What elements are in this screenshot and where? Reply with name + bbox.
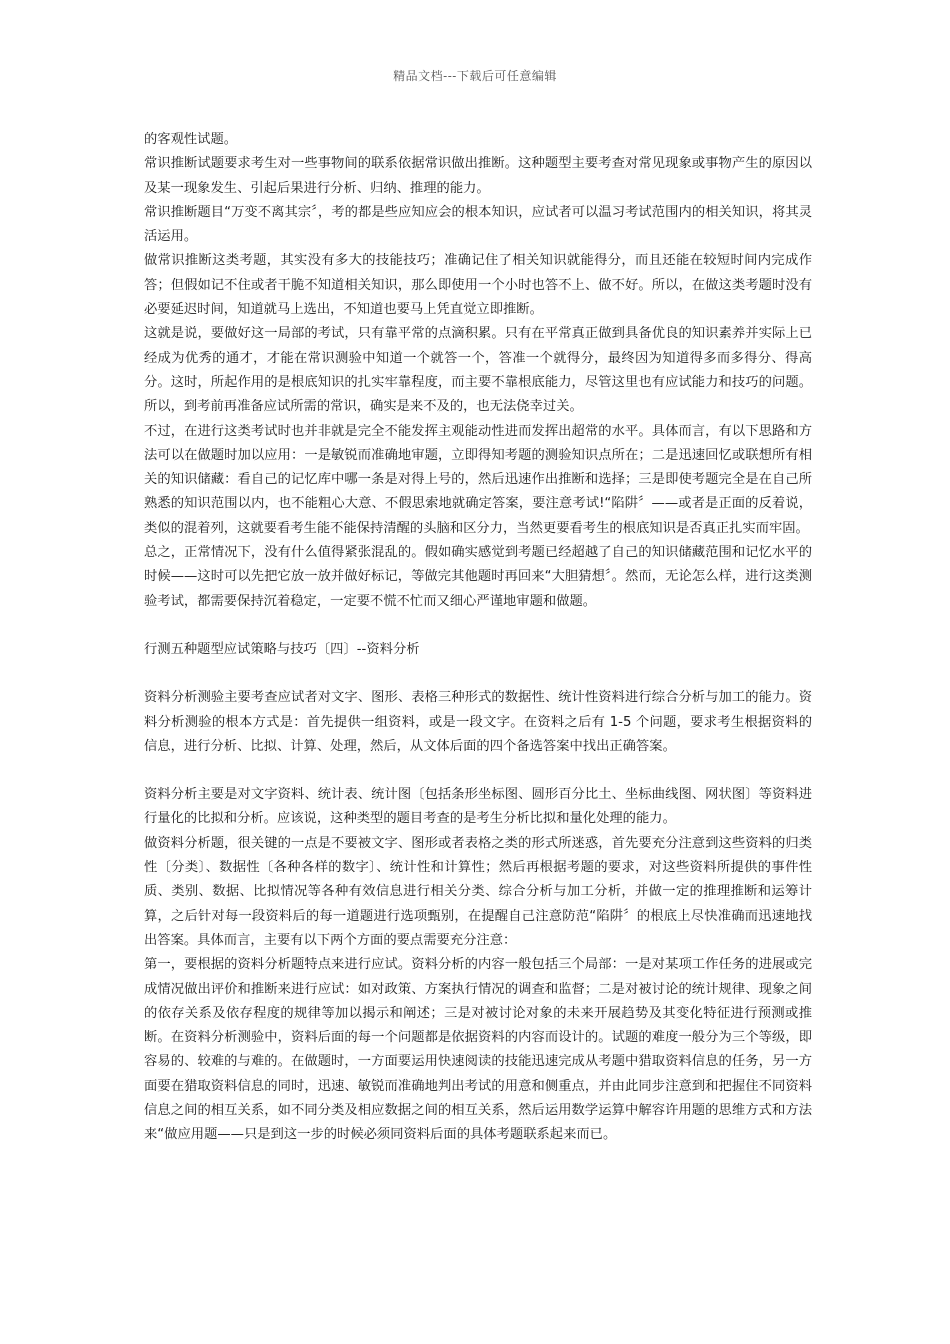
paragraph: 总之，正常情况下，没有什么值得紧张混乱的。假如确实感觉到考题已经超越了自己的知识储藏范围和记忆水平的时候——这时可以先把它放一放并做好标记，等做完其他题时再回来“大胆猜想〞。然而，无论怎么样，进行这类测验考试，都需要保持沉着稳定，一定要不慌不忙而又细心严谨地审题和做题。 xyxy=(144,545,812,609)
paragraph: 第一，要根据的资料分析题特点来进行应试。资料分析的内容一般包括三个局部：一是对某项工作任务的进展或完成情况做出评价和推断来进行应试：如对政策、方案执行情况的调查和监督；二是对被讨论的统计规律、现象之间的依存关系及依存程度的规律等加以揭示和阐述；三是对被讨论对象的未来开展趋势及其变化特征进行预测或推断。在资料分析测验中，资料后面的每一个问题都是依据资料的内容而设计的。试题的难度一般分为三个等级，即容易的、较难的与难的。在做题时，一方面要运用快速阅读的技能迅速完成从考题中猎取资料信息的任务，另一方面要在猎取资料信息的同时，迅速、敏锐而准确地判出考试的用意和侧重点，并由此同步注意到和把握住不同资料信息之间的相互关系，如不同分类及相应数据之间的相互关系，然后运用数学运算中解容许用题的思维方式和方法来“做应用题——只是到这一步的时候必须同资料后面的具体考题联系起来而已。 xyxy=(144,957,812,1143)
spacer xyxy=(144,614,812,638)
section-title: 行测五种题型应试策略与技巧〔四〕--资料分析 xyxy=(144,641,420,657)
paragraph: 资料分析测验主要考查应试者对文字、图形、表格三种形式的数据性、统计性资料进行综合分析与加工的能力。资料分析测验的根本方式是：首先提供一组资料，或是一段文字。在资料之后有 1-5 个问题，要求考生根据资料的信息，进行分析、比拟、计算、处理，然后，从文体后面的四个备选答案中找出正确答案。 xyxy=(144,690,812,754)
paragraph: 资料分析主要是对文字资料、统计表、统计图〔包括条形坐标图、圆形百分比土、坐标曲线图、网状图〕等资料进行量化的比拟和分析。应该说，这种类型的题目考查的是考生分析比拟和量化处理的能力。 xyxy=(144,787,812,827)
spacer xyxy=(144,662,812,686)
document-body xyxy=(144,128,812,1148)
spacer xyxy=(144,759,812,783)
paragraph: 常识推断题目“万变不离其宗〞，考的都是些应知应会的根本知识，应试者可以温习考试范围内的相关知识，将其灵活运用。 xyxy=(144,204,812,245)
paragraph: 的客观性试题。 xyxy=(144,132,238,147)
page-header: 精品文档---下载后可任意编辑 xyxy=(393,69,557,83)
paragraph: 常识推断试题要求考生对一些事物间的联系依据常识做出推断。这种题型主要考查对常见现象或事物产生的原因以及某一现象发生、引起后果进行分析、归纳、推理的能力。 xyxy=(144,156,812,196)
paragraph: 做常识推断这类考题，其实没有多大的技能技巧；准确记住了相关知识就能得分，而且还能在较短时间内完成作答；但假如记不住或者干脆不知道相关知识，那么即使用一个小时也答不上、做不好。所以，在做这类考题时没有必要延迟时间，知道就马上选出，不知道也要马上凭直觉立即推断。 xyxy=(144,253,812,318)
paragraph: 不过，在进行这类考试时也并非就是完全不能发挥主观能动性进而发挥出超常的水平。具体而言，有以下思路和方法可以在做题时加以应用：一是敏锐而准确地审题，立即得知考题的测验知识点所在；二是迅速回忆或联想所有相关的知识储藏：看自己的记忆库中哪一条是对得上号的，然后迅速作出推断和选择；三是即使考题完全是在自己所熟悉的知识范围以内，也不能粗心大意、不假思索地就确定答案，要注意考试!“陷阱〞——或者是正面的反着说，类似的混着列，这就要看考生能不能保持清醒的头脑和区分力，当然更要看考生的根底知识是否真正扎实而牢固。 xyxy=(144,423,812,536)
paragraph: 做资料分析题，很关键的一点是不要被文字、图形或者表格之类的形式所迷惑，首先要充分注意到这些资料的归类性〔分类〕、数据性〔各种各样的数字〕、统计性和计算性；然后再根据考题的要求，对这些资料所提供的事件性质、类别、数据、比拟情况等各种有效信息进行相关分类、综合分析与加工分析，并做一定的推理推断和运筹计算，之后针对每一段资料后的每一道题进行选项甄别，在提醒自己注意防范“陷阱〞的根底上尽快准确而迅速地找出答案。具体而言，主要有以下两个方面的要点需要充分注意： xyxy=(144,835,812,948)
paragraph: 这就是说，要做好这一局部的考试，只有靠平常的点滴积累。只有在平常真正做到具备优良的知识素养并实际上已经成为优秀的通才，才能在常识测验中知道一个就答一个，答准一个就得分，最终因为知道得多而多得分、得高分。这时，所起作用的是根底知识的扎实牢靠程度，而主要不靠根底能力，尽管这里也有应试能力和技巧的问题。所以，到考前再准备应试所需的常识，确实是来不及的，也无法侥幸过关。 xyxy=(144,326,812,415)
